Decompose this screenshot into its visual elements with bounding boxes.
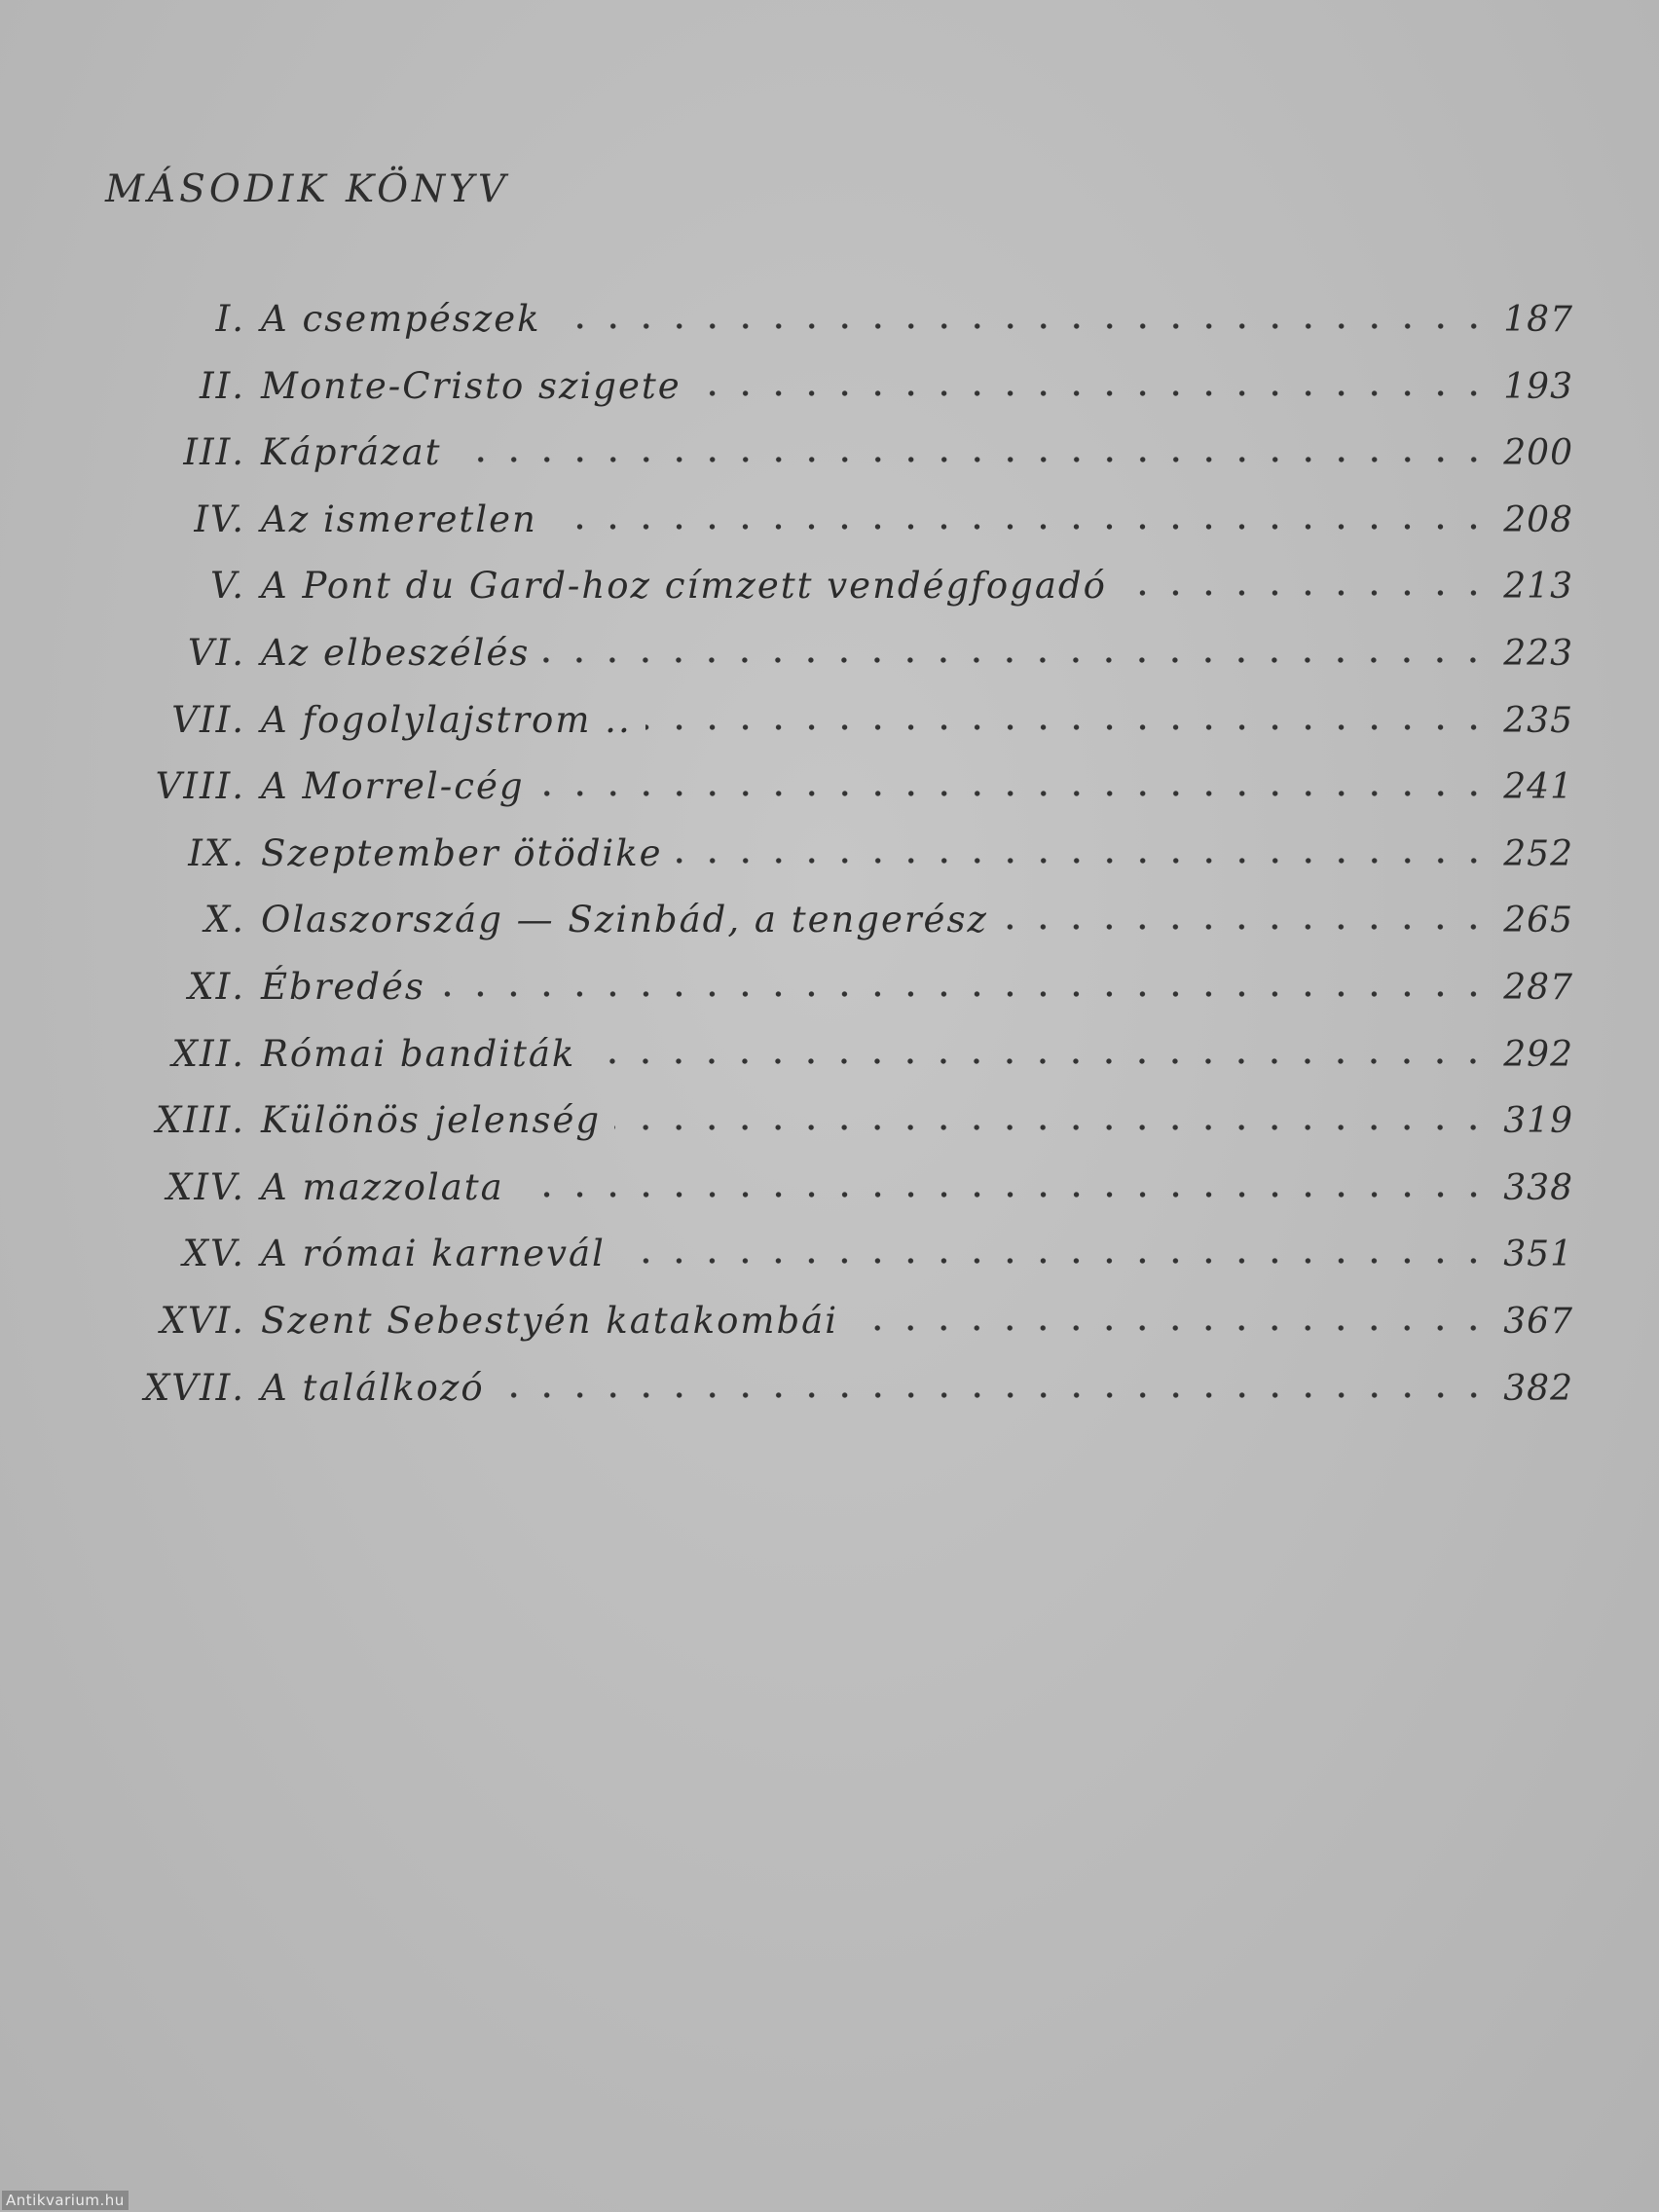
dot-leader	[538, 791, 1491, 796]
chapter-title: A csempészek	[261, 298, 541, 340]
page-number: 213	[1503, 567, 1573, 608]
toc-entry	[0, 1223, 1659, 1290]
toc-entry	[0, 1290, 1659, 1357]
chapter-title: A Morrel-cég	[261, 765, 525, 808]
chapter-number: XVII.	[143, 1366, 245, 1409]
page-number: 351	[1503, 1235, 1573, 1275]
dot-leader	[677, 858, 1491, 864]
watermark: Antikvarium.hu	[2, 2191, 129, 2210]
dot-leader	[1002, 924, 1490, 930]
dot-leader	[614, 1124, 1490, 1130]
page-number: 265	[1503, 901, 1573, 941]
chapter-title: Olaszország — Szinbád, a tengerész	[261, 899, 988, 941]
dot-leader	[645, 724, 1491, 730]
dot-leader	[551, 524, 1490, 530]
chapter-number: II.	[200, 364, 245, 407]
toc-entry	[0, 288, 1659, 355]
chapter-title: A mazzolata	[261, 1165, 504, 1208]
page-number: 223	[1503, 633, 1573, 674]
chapter-title: A fogolylajstrom ..	[261, 698, 632, 741]
chapter-number: XII.	[171, 1032, 245, 1075]
chapter-number: IX.	[188, 831, 245, 874]
page-number: 319	[1503, 1101, 1573, 1142]
chapter-number: XI.	[188, 965, 245, 1008]
chapter-number: XIV.	[166, 1165, 245, 1208]
chapter-title: Római banditák	[261, 1032, 576, 1075]
dot-leader	[543, 657, 1490, 663]
toc-entry	[0, 555, 1659, 622]
toc-entry	[0, 355, 1659, 423]
table-of-contents	[0, 288, 1659, 1423]
dot-leader	[589, 1058, 1490, 1064]
page-number: 367	[1503, 1301, 1573, 1342]
page-number: 252	[1503, 833, 1573, 874]
chapter-number: VI.	[187, 631, 245, 674]
page-number: 235	[1503, 700, 1573, 741]
dot-leader	[555, 323, 1491, 329]
toc-entry	[0, 756, 1659, 823]
chapter-number: IV.	[194, 498, 245, 540]
chapter-number: XVI.	[160, 1299, 245, 1342]
page-number: 292	[1503, 1034, 1573, 1075]
section-title: MÁSODIK KÖNYV	[105, 167, 510, 211]
page-number: 208	[1503, 499, 1573, 540]
page-number: 382	[1503, 1368, 1573, 1409]
toc-entry	[0, 1157, 1659, 1224]
page-number: 200	[1503, 433, 1573, 474]
page-number: 241	[1503, 767, 1573, 808]
chapter-title: Különös jelenség	[261, 1099, 602, 1142]
chapter-title: Szent Sebestyén katakombái	[261, 1299, 839, 1342]
toc-entry	[0, 1023, 1659, 1090]
toc-entry	[0, 956, 1659, 1023]
chapter-number: III.	[183, 431, 245, 474]
chapter-title: Ébredés	[261, 965, 425, 1008]
dot-leader	[439, 991, 1490, 997]
dot-leader	[498, 1392, 1491, 1398]
toc-entry	[0, 422, 1659, 489]
dot-leader	[695, 390, 1491, 396]
chapter-number: XIII.	[156, 1099, 245, 1142]
chapter-title: Az ismeretlen	[261, 498, 537, 540]
dot-leader	[456, 457, 1491, 462]
chapter-title: A római karnevál	[261, 1233, 606, 1275]
page-number: 193	[1503, 366, 1573, 407]
chapter-number: XV.	[182, 1233, 245, 1275]
chapter-title: A Pont du Gard-hoz címzett vendégfogadó	[261, 565, 1107, 608]
chapter-number: X.	[203, 899, 245, 941]
chapter-number: I.	[215, 298, 245, 340]
dot-leader	[1121, 590, 1490, 596]
dot-leader	[619, 1258, 1490, 1264]
page-number: 338	[1503, 1167, 1573, 1208]
chapter-title: Monte-Cristo szigete	[261, 364, 682, 407]
toc-entry	[0, 1357, 1659, 1424]
page-number: 187	[1503, 300, 1573, 340]
dot-leader	[852, 1325, 1490, 1331]
toc-entry	[0, 689, 1659, 756]
page-number: 287	[1503, 967, 1573, 1008]
toc-entry	[0, 889, 1659, 956]
toc-entry	[0, 489, 1659, 556]
chapter-title: Az elbeszélés	[261, 631, 531, 674]
chapter-number: VIII.	[155, 765, 245, 808]
chapter-number: V.	[209, 565, 245, 608]
dot-leader	[518, 1192, 1491, 1198]
toc-entry	[0, 823, 1659, 890]
chapter-title: Szeptember ötödike	[261, 831, 663, 874]
chapter-number: VII.	[171, 698, 245, 741]
chapter-title: A találkozó	[261, 1366, 485, 1409]
toc-entry	[0, 1089, 1659, 1157]
chapter-title: Káprázat	[261, 431, 442, 474]
toc-entry	[0, 622, 1659, 689]
